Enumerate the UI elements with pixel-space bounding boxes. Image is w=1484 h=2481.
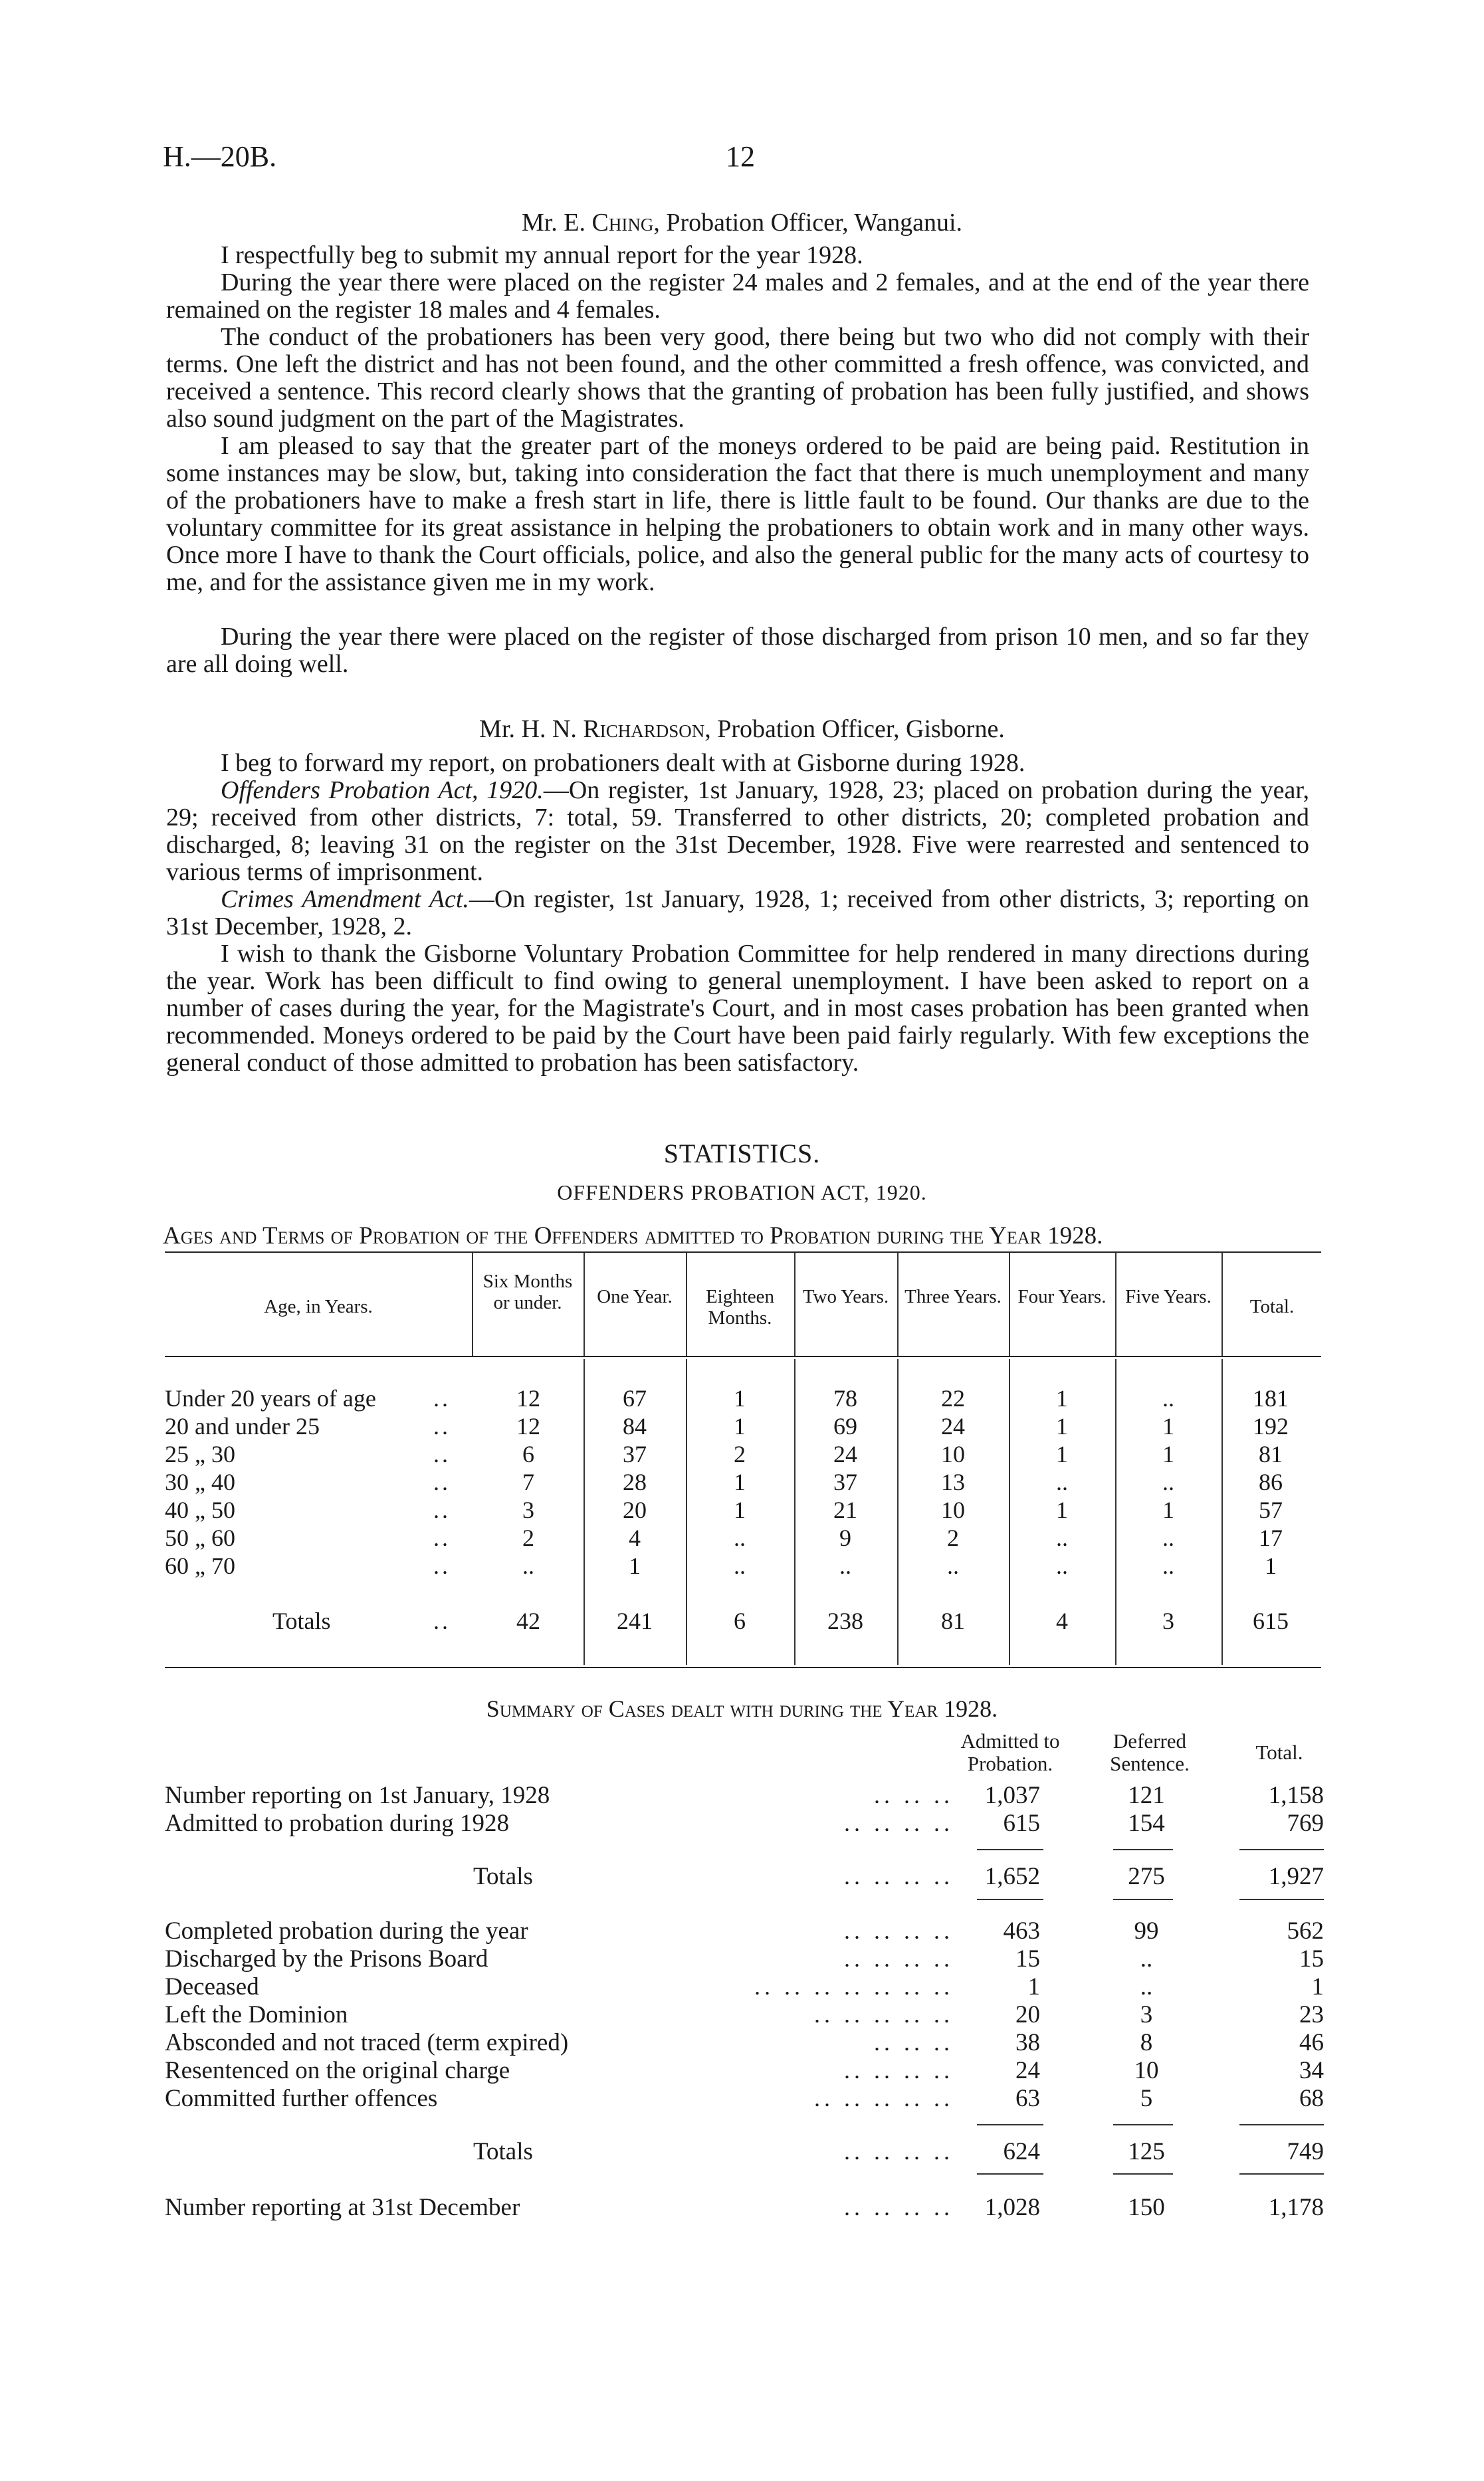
- table-cell: ..: [1056, 1525, 1068, 1551]
- table-cell: 3: [1162, 1608, 1174, 1634]
- leader-dots: ..: [433, 1441, 451, 1467]
- summary-cell: ..: [1140, 1973, 1153, 2000]
- leader-dots: .. .. .. ..: [844, 2194, 954, 2220]
- report2-paragraph: [166, 777, 1309, 886]
- act-title: OFFENDERS PROBATION ACT, 1920.: [557, 1180, 927, 1204]
- summary-row-label: Number reporting at 31st December: [165, 2194, 520, 2221]
- summary-row-label: Number reporting on 1st January, 1928: [165, 1782, 550, 1809]
- summary-row-label: Absconded and not traced (term expired): [165, 2029, 569, 2056]
- summary-cell: 46: [1299, 2029, 1324, 2056]
- table-cell: 20: [623, 1497, 647, 1523]
- leader-dots: .. .. ..: [874, 1782, 954, 1808]
- table-cell: ..: [1056, 1553, 1068, 1579]
- table-cell: 1: [1056, 1497, 1068, 1523]
- column-header-three-years: Three Years.: [904, 1286, 1002, 1307]
- summary-cell: 562: [1287, 1917, 1324, 1945]
- summary-cell: 1: [1311, 1973, 1324, 2000]
- leader-dots: ..: [433, 1469, 451, 1495]
- sum-rule: [1113, 2173, 1173, 2175]
- summary-cell: 150: [1128, 2194, 1165, 2221]
- table-cell: 67: [623, 1385, 647, 1412]
- table-column-rule: [1115, 1359, 1116, 1665]
- table-cell: 238: [827, 1608, 863, 1634]
- table-cell: 28: [623, 1469, 647, 1495]
- report2-heading: [0, 714, 1484, 744]
- table-column-rule: [897, 1359, 899, 1665]
- sum-rule: [977, 2173, 1043, 2175]
- table-cell: 181: [1253, 1385, 1289, 1412]
- summary-cell: 275: [1128, 1863, 1165, 1890]
- summary-header-deferred: Deferred Sentence.: [1110, 1729, 1190, 1775]
- summary-row-label: Committed further offences: [165, 2085, 438, 2112]
- column-header-two-years: Two Years.: [802, 1286, 889, 1307]
- leader-dots: ..: [433, 1553, 451, 1579]
- table-cell: ..: [839, 1553, 851, 1579]
- row-label-totals: Totals: [272, 1608, 331, 1634]
- summary-cell: 34: [1299, 2057, 1324, 2084]
- paragraph-body: —On register, 1st January, 1928, 23; placed on probation during the year, 29; received from other districts, 7: total, 59. Transferred to other districts, 20; completed probation and discharged, 8; leaving 31 on the register on the 31st December, 1928. Five were rearrested and sentenced to various terms of imprisonment.: [166, 776, 1309, 886]
- leader-dots: .. .. .. .. ..: [814, 2001, 954, 2028]
- table-cell: 1: [1162, 1497, 1174, 1523]
- summary-cell: 769: [1287, 1810, 1324, 1837]
- table-cell: 24: [833, 1441, 857, 1467]
- sum-rule: [1113, 1899, 1173, 1900]
- leader-dots: ..: [433, 1497, 451, 1523]
- leader-dots: .. .. .. ..: [844, 1917, 954, 1944]
- summary-cell: 99: [1134, 1917, 1159, 1945]
- summary-header-total: Total.: [1255, 1741, 1303, 1764]
- table-title: Ages and Terms of Probation of the Offenders admitted to Probation during the Year 1928.: [163, 1222, 1103, 1249]
- column-header-six-months: Six Months or under.: [482, 1271, 573, 1313]
- summary-cell: 1,178: [1268, 2194, 1324, 2221]
- table-cell: ..: [734, 1525, 746, 1551]
- table-cell: 2: [522, 1525, 534, 1551]
- table-top-rule: [165, 1251, 1321, 1253]
- summary-cell: 23: [1299, 2001, 1324, 2028]
- table-cell: 6: [734, 1608, 746, 1634]
- table-header-rule: [165, 1356, 1321, 1357]
- column-header-age: Age, in Years.: [264, 1296, 373, 1317]
- summary-cell: 15: [1299, 1945, 1324, 1973]
- leader-dots: .. .. .. .. .. .. ..: [754, 1973, 954, 2000]
- table-column-rule: [1009, 1359, 1010, 1665]
- leader-dots: ..: [433, 1608, 451, 1634]
- summary-cell: 20: [1015, 2001, 1040, 2028]
- summary-cell: 125: [1128, 2138, 1165, 2165]
- report2-officer-name: Richardson: [583, 715, 705, 743]
- table-cell: ..: [1056, 1469, 1068, 1495]
- summary-cell: 1: [1027, 1973, 1040, 2000]
- table-cell: 1: [1162, 1441, 1174, 1467]
- summary-row-label: Resentenced on the original charge: [165, 2057, 510, 2084]
- report2-paragraph: [166, 886, 1309, 940]
- summary-cell: 1,652: [984, 1863, 1040, 1890]
- sum-rule: [1113, 1849, 1173, 1850]
- summary-cell: 749: [1287, 2138, 1324, 2165]
- table-cell: ..: [1162, 1385, 1174, 1412]
- summary-title: Summary of Cases dealt with during the Year 1928.: [486, 1695, 998, 1722]
- summary-cell: 24: [1015, 2057, 1040, 2084]
- summary-cell: 624: [1003, 2138, 1040, 2165]
- paragraph-body: —On register, 1st January, 1928, 1; received from other districts, 3; reporting on 31st December, 1928, 2.: [166, 885, 1309, 940]
- report2-heading-suffix: , Probation Officer, Gisborne.: [704, 715, 1005, 743]
- table-cell: 1: [1265, 1553, 1277, 1579]
- summary-cell: 10: [1134, 2057, 1159, 2084]
- table-column-rule: [794, 1359, 795, 1665]
- sum-rule: [1239, 1899, 1324, 1900]
- table-cell: ..: [1162, 1469, 1174, 1495]
- summary-row-label: Deceased: [165, 1973, 259, 2000]
- leader-dots: ..: [433, 1525, 451, 1551]
- table-cell: 6: [522, 1441, 534, 1467]
- sum-rule: [1239, 2124, 1324, 2125]
- summary-cell: 68: [1299, 2085, 1324, 2112]
- report1-officer-name: Ching: [591, 209, 654, 237]
- sum-rule: [1113, 2124, 1173, 2125]
- table-cell: 241: [617, 1608, 653, 1634]
- sum-rule: [1239, 2173, 1324, 2175]
- table-cell: 3: [522, 1497, 534, 1523]
- table-cell: 2: [734, 1441, 746, 1467]
- row-label: 60 „ 70: [165, 1553, 235, 1579]
- table-cell: ..: [734, 1553, 746, 1579]
- report1-paragraph: The conduct of the probationers has been very good, there being but two who did not comply with their terms. One left the district and has not been found, and the other committed a fresh offence, was convicted, and received a sentence. This record clearly shows that the granting of probation has been fully justified, and shows also sound judgment on the part of the Magistrates.: [166, 323, 1309, 433]
- report1-paragraph: During the year there were placed on the register 24 males and 2 females, and at the end of the year there remained on the register 18 males and 4 females.: [166, 269, 1309, 324]
- column-header-eighteen-months: Eighteen Months.: [705, 1286, 775, 1329]
- leader-dots: .. .. .. ..: [844, 1863, 954, 1889]
- table-cell: 69: [833, 1413, 857, 1440]
- table-cell: 78: [833, 1385, 857, 1412]
- table-cell: 2: [947, 1525, 959, 1551]
- summary-cell: 38: [1015, 2029, 1040, 2056]
- table-bottom-rule: [165, 1667, 1321, 1668]
- report1-heading: [0, 208, 1484, 237]
- summary-cell: 3: [1140, 2001, 1153, 2028]
- sum-rule: [977, 2124, 1043, 2125]
- act-name: Offenders Probation Act, 1920.: [221, 776, 544, 804]
- sum-rule: [1239, 1849, 1324, 1850]
- summary-cell: 63: [1015, 2085, 1040, 2112]
- table-column-rule: [686, 1359, 687, 1665]
- summary-totals-label: Totals: [473, 1863, 533, 1890]
- page-number: 12: [726, 140, 755, 173]
- table-cell: 1: [1162, 1413, 1174, 1440]
- table-cell: 9: [839, 1525, 851, 1551]
- leader-dots: .. .. .. ..: [844, 1810, 954, 1836]
- table-cell: 24: [941, 1413, 965, 1440]
- summary-cell: 15: [1015, 1945, 1040, 1973]
- row-label: 30 „ 40: [165, 1469, 235, 1495]
- summary-row-label: Discharged by the Prisons Board: [165, 1945, 488, 1973]
- leader-dots: .. .. .. ..: [844, 2057, 954, 2084]
- summary-header-admitted: Admitted to Probation.: [960, 1729, 1060, 1775]
- table-cell: 12: [516, 1413, 540, 1440]
- report1-paragraph: During the year there were placed on the register of those discharged from prison 10 men, and so far they are all doing well.: [166, 623, 1309, 678]
- table-column-rule: [1221, 1359, 1223, 1665]
- table-cell: 13: [941, 1469, 965, 1495]
- leader-dots: ..: [433, 1385, 451, 1412]
- leader-dots: .. .. .. ..: [844, 1945, 954, 1972]
- row-label: 50 „ 60: [165, 1525, 235, 1551]
- summary-cell: 463: [1003, 1917, 1040, 1945]
- table-cell: 4: [1056, 1608, 1068, 1634]
- leader-dots: .. .. .. ..: [844, 2138, 954, 2165]
- table-cell: 81: [1259, 1441, 1283, 1467]
- summary-cell: ..: [1140, 1945, 1153, 1973]
- table-cell: 1: [629, 1553, 641, 1579]
- column-header-four-years: Four Years.: [1017, 1286, 1107, 1307]
- table-cell: 615: [1253, 1608, 1289, 1634]
- report1-heading-prefix: Mr. E.: [521, 209, 592, 237]
- table-cell: 10: [941, 1441, 965, 1467]
- table-cell: ..: [1162, 1553, 1174, 1579]
- leader-dots: .. .. ..: [874, 2029, 954, 2056]
- row-label: 25 „ 30: [165, 1441, 235, 1467]
- table-cell: 1: [1056, 1385, 1068, 1412]
- report2-paragraph: I beg to forward my report, on probationers dealt with at Gisborne during 1928.: [221, 749, 1025, 777]
- summary-cell: 1,037: [984, 1782, 1040, 1809]
- table-cell: ..: [947, 1553, 959, 1579]
- table-cell: 22: [941, 1385, 965, 1412]
- leader-dots: .. .. .. .. ..: [814, 2085, 954, 2111]
- column-header-five-years: Five Years.: [1125, 1286, 1212, 1307]
- summary-row-label: Admitted to probation during 1928: [165, 1810, 509, 1837]
- table-cell: 17: [1259, 1525, 1283, 1551]
- table-cell: ..: [522, 1553, 534, 1579]
- table-cell: 1: [734, 1469, 746, 1495]
- table-cell: 81: [941, 1608, 965, 1634]
- table-cell: 4: [629, 1525, 641, 1551]
- table-cell: 21: [833, 1497, 857, 1523]
- table-cell: 42: [516, 1608, 540, 1634]
- summary-cell: 1,158: [1268, 1782, 1324, 1809]
- table-cell: 1: [734, 1497, 746, 1523]
- table-column-rule: [583, 1359, 585, 1665]
- table-cell: 1: [734, 1385, 746, 1412]
- table-cell: 10: [941, 1497, 965, 1523]
- summary-cell: 154: [1128, 1810, 1165, 1837]
- row-label: 40 „ 50: [165, 1497, 235, 1523]
- table-cell: 12: [516, 1385, 540, 1412]
- report2-paragraph: I wish to thank the Gisborne Voluntary Probation Committee for help rendered in many directions during the year. Work has been difficult to find owing to general unemployment. I have been asked to report on a number of cases during the year, for the Magistrate's Court, and in most cases probation has been granted when recommended. Moneys ordered to be paid by the Court have been paid fairly regularly. With few exceptions the general conduct of those admitted to probation has been satisfactory.: [166, 940, 1309, 1077]
- table-cell: 37: [833, 1469, 857, 1495]
- document-reference: H.—20B.: [163, 140, 277, 173]
- table-cell: 1: [734, 1413, 746, 1440]
- table-cell: ..: [1162, 1525, 1174, 1551]
- report1-heading-suffix: , Probation Officer, Wanganui.: [653, 209, 963, 237]
- table-cell: 7: [522, 1469, 534, 1495]
- summary-cell: 1,927: [1268, 1863, 1324, 1890]
- summary-cell: 8: [1140, 2029, 1153, 2056]
- row-label: Under 20 years of age: [165, 1385, 376, 1412]
- sum-rule: [977, 1849, 1043, 1850]
- column-header-one-year: One Year.: [597, 1286, 673, 1307]
- act-name: Crimes Amendment Act.: [221, 885, 469, 913]
- report2-heading-prefix: Mr. H. N.: [479, 715, 583, 743]
- summary-cell: 121: [1128, 1782, 1165, 1809]
- column-header-total: Total.: [1249, 1296, 1295, 1317]
- summary-cell: 5: [1140, 2085, 1153, 2112]
- row-label: 20 and under 25: [165, 1413, 320, 1440]
- table-cell: 84: [623, 1413, 647, 1440]
- statistics-title: STATISTICS.: [663, 1138, 821, 1168]
- summary-cell: 1,028: [984, 2194, 1040, 2221]
- summary-row-label: Completed probation during the year: [165, 1917, 528, 1945]
- summary-totals-label: Totals: [473, 2138, 533, 2165]
- table-cell: 37: [623, 1441, 647, 1467]
- table-cell: 1: [1056, 1413, 1068, 1440]
- summary-row-label: Left the Dominion: [165, 2001, 348, 2028]
- leader-dots: ..: [433, 1413, 451, 1440]
- table-cell: 57: [1259, 1497, 1283, 1523]
- report1-paragraph: I am pleased to say that the greater part of the moneys ordered to be paid are being paid. Restitution in some instances may be slow, but, taking into consideration the fact that there is much unemployment and many of the probationers have to make a fresh start in life, there is little fault to be found. Our thanks are due to the voluntary committee for its great assistance in helping the probationers to obtain work and in many other ways. Once more I have to thank the Court officials, police, and also the general public for the many acts of courtesy to me, and for the assistance given me in my work.: [166, 432, 1309, 596]
- table-cell: 86: [1259, 1469, 1283, 1495]
- sum-rule: [977, 1899, 1043, 1900]
- summary-cell: 615: [1003, 1810, 1040, 1837]
- table-cell: 192: [1253, 1413, 1289, 1440]
- report1-paragraph: I respectfully beg to submit my annual report for the year 1928.: [221, 241, 863, 269]
- table-cell: 1: [1056, 1441, 1068, 1467]
